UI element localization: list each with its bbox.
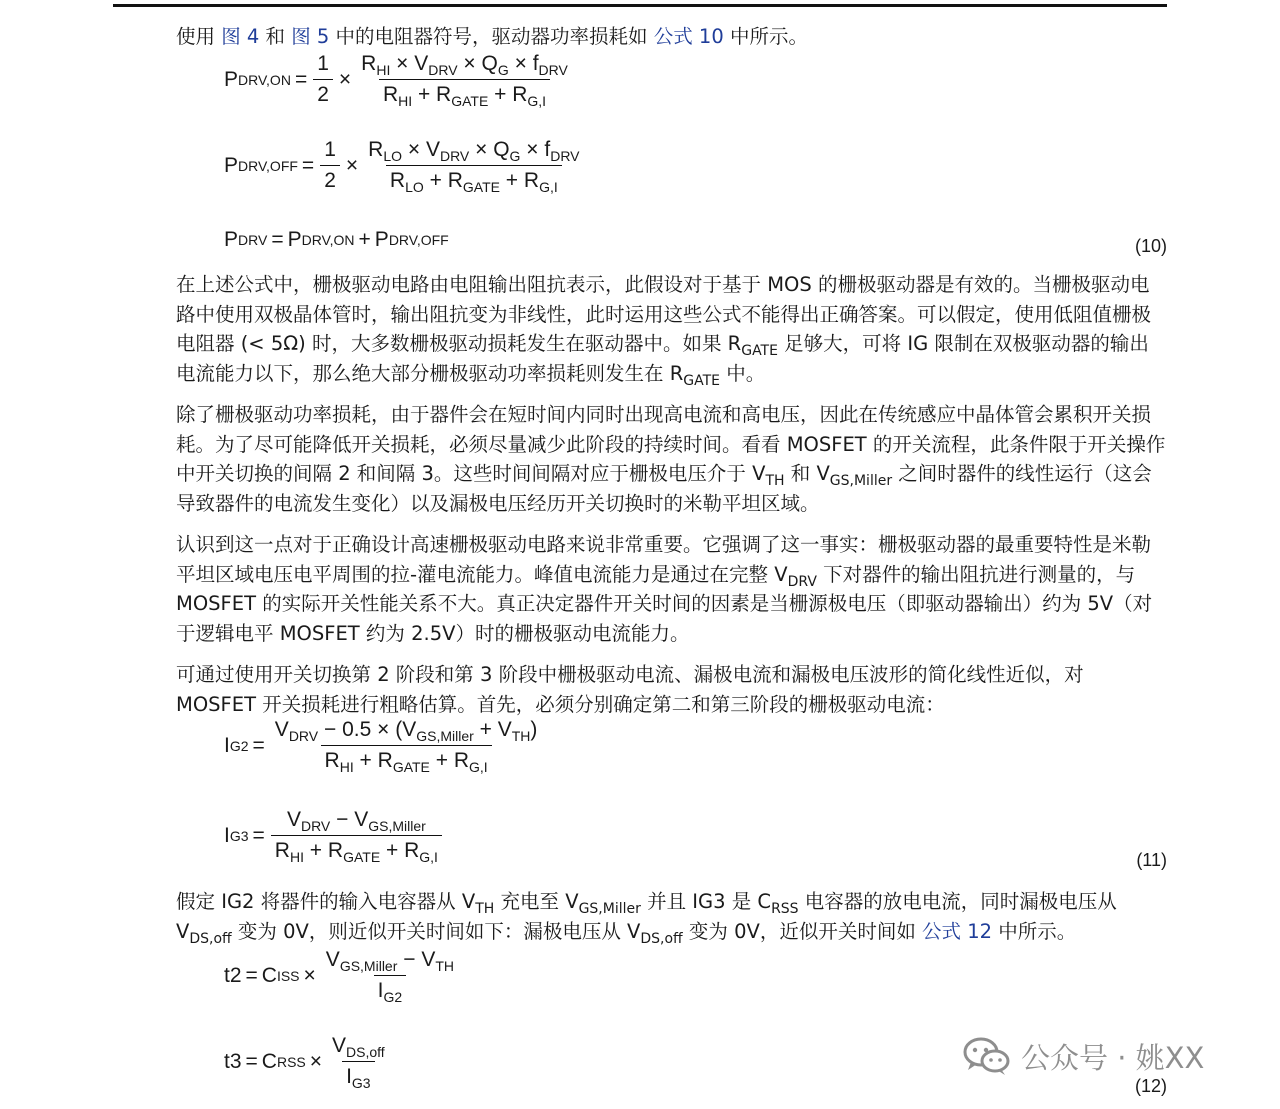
equation-p-drv: P DRV = P DRV,ON + P DRV,OFF <box>224 228 449 251</box>
equation-12-link[interactable]: 公式 12 <box>922 919 993 943</box>
paragraph-estimate: 可通过使用开关切换第 2 阶段和第 3 阶段中栅极驱动电流、漏极电流和漏极电压波形的简化线性近似，对 MOSFET 开关损耗进行粗略估算。首先，必须分别确定第二和第三阶段的栅极驱动电流： <box>176 663 1084 716</box>
equation-number-12: (12) <box>1134 1076 1167 1096</box>
wechat-icon <box>963 1035 1011 1077</box>
equation-p-drv-on: P DRV,ON = $\frac{1}{2}$ × $\frac{R_{HI} \times V_{DRV} \times Q_G \times f_{DRV}}{R_{HI} + R_{GATE} + R_{G,I}}$ <box>224 52 568 109</box>
equation-number-10: (10) <box>1134 236 1167 256</box>
equation-t3: t3 = C RSS × $\frac{V_{DS,off}}{I_{G3}}$ <box>224 1034 385 1091</box>
paragraph-gate-drive-model: 在上述公式中，栅极驱动电路由电阻输出阻抗表示，此假设对于基于 MOS 的栅极驱动器是有效的。当栅极驱动电路中使用双极晶体管时，输出阻抗变为非线性，此时运用这些公式不能得出正确答案。可以假定，使用低阻值栅极电阻器 (< 5Ω) 时，大多数栅极驱动损耗发生在驱动器中。如果 $R_{GATE}$ 足够大，可将 IG 限制在双极驱动器的输出电流能力以下，那么绝大部分栅极驱动功率损耗则发生在 $R_{GATE}$ 中。 <box>176 273 1152 389</box>
figure-5-link[interactable]: 图 5 <box>291 25 330 48</box>
equation-10-link[interactable]: 公式 10 <box>653 25 724 48</box>
top-rule <box>113 4 1167 7</box>
equation-ig3: I G3 = $\frac{V_{DRV} - V_{GS,Miller}}{R_{HI} + R_{GATE} + R_{G,I}}$ <box>224 808 444 863</box>
paragraph-switching-loss: 除了栅极驱动功率损耗，由于器件会在短时间内同时出现高电流和高电压，因此在传统感应中晶体管会累积开关损耗。为了尽可能降低开关损耗，必须尽量减少此阶段的持续时间。看看 MOSFET 的开关流程，此条件限于开关操作中开关切换的间隔 2 和间隔 3。这些时间间隔对应于栅极电压介于 $V_{TH}$ 和 $V_{GS,Miller}$ 之间时器件的线性运行（这会导致器件的电流发生变化）以及漏极电压经历开关切换时的米勒平坦区域。 <box>176 403 1166 515</box>
equation-p-drv-off: P DRV,OFF = $\frac{1}{2}$ × $\frac{R_{LO} \times V_{DRV} \times Q_G \times f_{DRV}}{R_{LO} + R_{GATE} + R_{G,I}}$ <box>224 138 580 195</box>
paragraph-miller-plateau: 认识到这一点对于正确设计高速栅极驱动电路来说非常重要。它强调了这一事实：栅极驱动器的最重要特性是米勒平坦区域电压电平周围的拉-灌电流能力。峰值电流能力是通过在完整 $V_{DRV}$ 下对器件的输出阻抗进行测量的，与 MOSFET 的实际开关性能关系不大。真正决定器件开关时间的因素是当栅源极电压（即驱动器输出）约为 5V（对于逻辑电平 MOSFET 约为 2.5V）时的栅极驱动电流能力。 <box>176 533 1153 645</box>
equation-t2: t2 = C ISS × $\frac{V_{GS,Miller} - V_{TH}}{I_{G2}}$ <box>224 948 454 1005</box>
equation-ig2: I G2 = $\frac{V_{DRV} - 0.5 \times (V_{GS,Miller} + V_{TH})}{R_{HI} + R_{GATE} + R_{G,I}}$ <box>224 718 538 775</box>
watermark-text: 公众号 · 姚XX <box>1021 1040 1205 1075</box>
watermark <box>963 1035 1204 1077</box>
figure-4-link[interactable]: 图 4 <box>221 25 260 48</box>
intro-line: 使用 图 4 和 图 5 中的电阻器符号，驱动器功率损耗如 公式 10 中所示。 <box>176 25 808 48</box>
equation-number-11: (11) <box>1136 850 1167 870</box>
paragraph-switching-time: 假定 IG2 将器件的输入电容器从 $V_{TH}$ 充电至 $V_{GS,Miller}$ 并且 IG3 是 $C_{RSS}$ 电容器的放电电流，同时漏极电压从 $V_{DS,off}$ 变为 0V，则近似开关时间如下：漏极电压从 $V_{DS,off}$ 变为 0V，近似开关时间如 公式 12 中所示。 <box>176 890 1117 947</box>
